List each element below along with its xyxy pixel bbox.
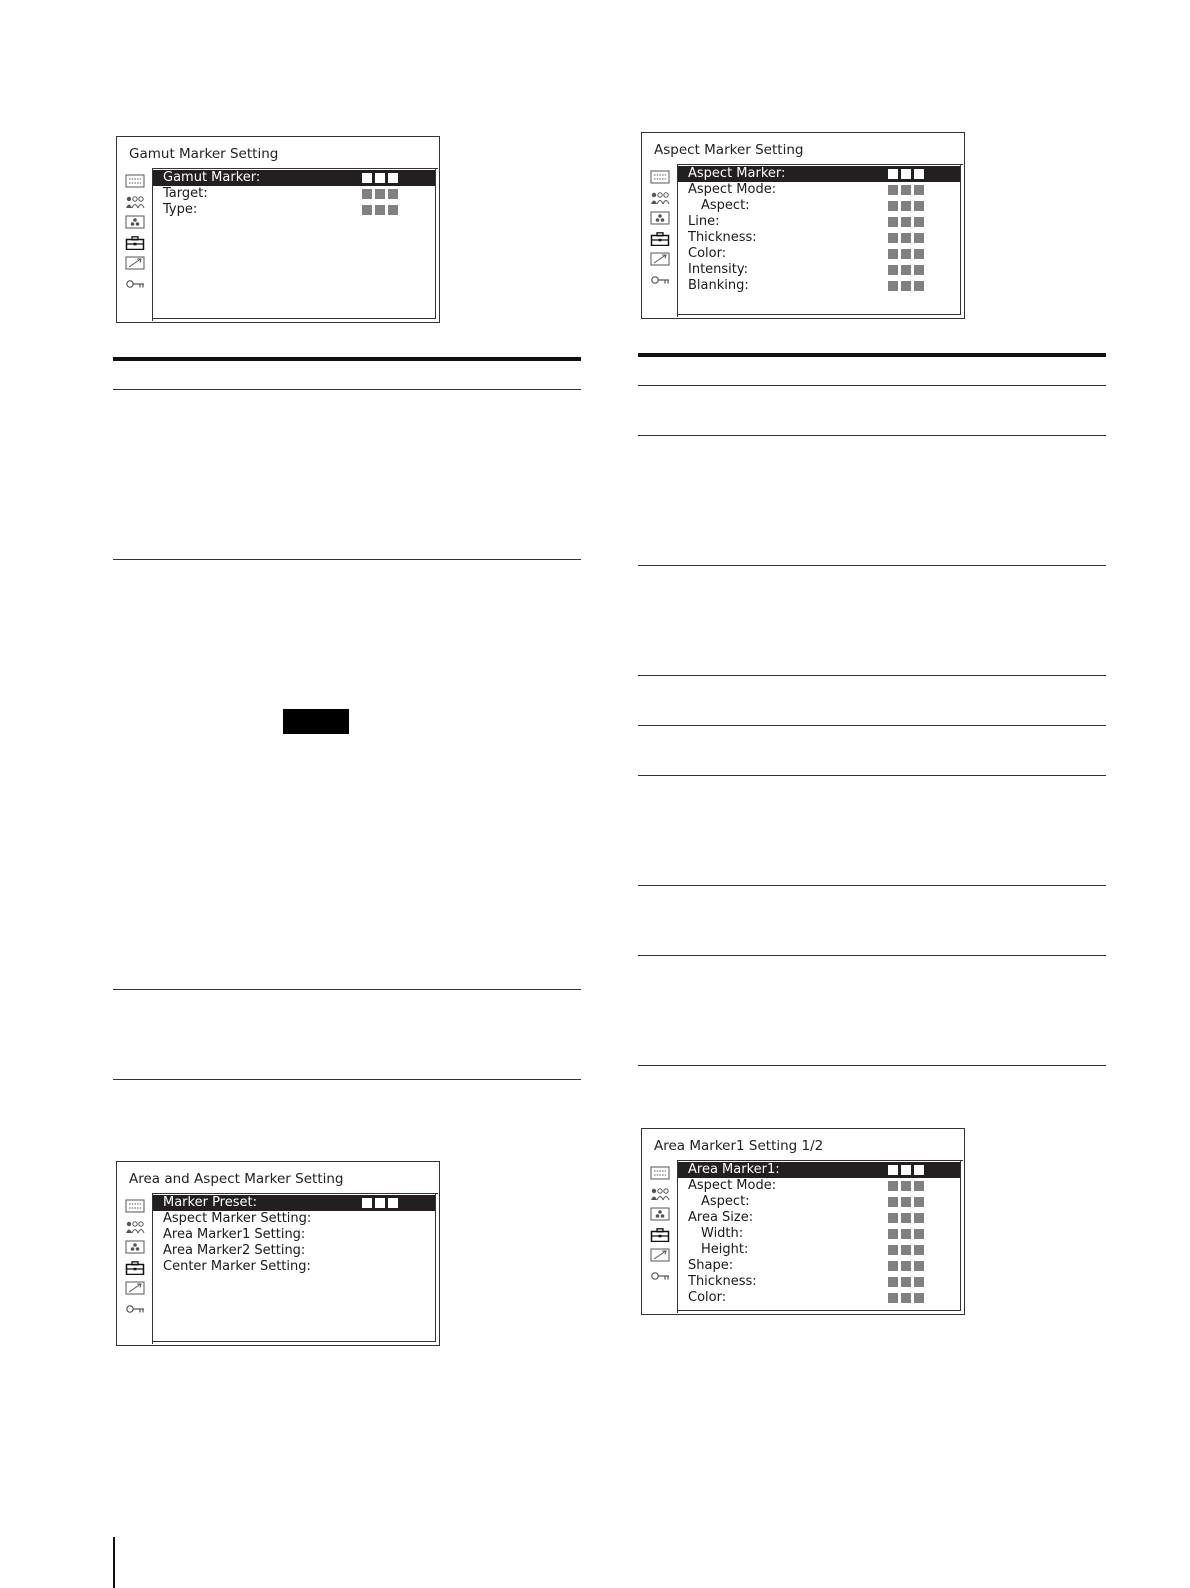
- menu-row[interactable]: [678, 1242, 960, 1258]
- menu-row[interactable]: [153, 1243, 435, 1259]
- menu-title: Area and Aspect Marker Setting: [129, 1171, 344, 1187]
- status-icon[interactable]: [125, 173, 145, 187]
- key-icon[interactable]: [125, 276, 145, 290]
- menu-row-label: Shape:: [688, 1258, 734, 1273]
- menu-row[interactable]: [153, 1195, 435, 1211]
- value-placeholder: [362, 1198, 398, 1208]
- menu-row-label: Target:: [163, 186, 208, 201]
- table-rule: [638, 775, 1106, 776]
- value-placeholder: [888, 1293, 924, 1303]
- status-icon[interactable]: [650, 169, 670, 183]
- menu-row[interactable]: [153, 186, 435, 202]
- key-icon[interactable]: [650, 272, 670, 286]
- menu-row[interactable]: [678, 182, 960, 198]
- toolbox-icon[interactable]: [650, 1227, 670, 1241]
- color-icon[interactable]: [650, 1206, 670, 1220]
- menu-sidebar: [650, 169, 670, 292]
- menu-row-label: Aspect Marker Setting:: [163, 1211, 312, 1226]
- menu-title: Aspect Marker Setting: [654, 142, 804, 158]
- menu-row[interactable]: [678, 246, 960, 262]
- color-icon[interactable]: [650, 210, 670, 224]
- menu-panel: [677, 164, 963, 317]
- value-placeholder: [362, 189, 398, 199]
- value-placeholder: [888, 169, 924, 179]
- table-rule: [638, 675, 1106, 676]
- table-rule: [638, 1065, 1106, 1066]
- menu-row[interactable]: [153, 1259, 435, 1275]
- value-placeholder: [362, 205, 398, 215]
- value-placeholder: [888, 1197, 924, 1207]
- value-placeholder: [888, 1181, 924, 1191]
- value-placeholder: [888, 1277, 924, 1287]
- menu-row-label: Area Size:: [688, 1210, 754, 1225]
- table-rule: [113, 389, 581, 390]
- table-rule: [113, 1079, 581, 1080]
- table-rule: [113, 989, 581, 990]
- menu-row-label: Gamut Marker:: [163, 170, 261, 185]
- value-placeholder: [888, 265, 924, 275]
- menu-row-label: Aspect Marker:: [688, 166, 786, 181]
- menu-row[interactable]: [153, 1211, 435, 1227]
- menu-row[interactable]: [678, 166, 960, 182]
- menu-row[interactable]: [678, 1178, 960, 1194]
- key-icon[interactable]: [650, 1268, 670, 1282]
- menu-row[interactable]: [153, 170, 435, 186]
- menu-row[interactable]: [678, 230, 960, 246]
- menu-row-label: Width:: [701, 1226, 744, 1241]
- menu-row[interactable]: [678, 1290, 960, 1306]
- menu-row-label: Thickness:: [688, 1274, 757, 1289]
- menu-row-label: Color:: [688, 246, 727, 261]
- menu-row-label: Aspect:: [701, 198, 750, 213]
- note-badge: [283, 709, 349, 734]
- menu-row[interactable]: [678, 278, 960, 294]
- menu-panel: [152, 168, 438, 321]
- value-placeholder: [888, 1245, 924, 1255]
- table-rule: [113, 559, 581, 560]
- table-rule: [638, 885, 1106, 886]
- aspect-marker-setting-menu: [641, 132, 965, 319]
- menu-title: Area Marker1 Setting 1/2: [654, 1138, 824, 1154]
- value-placeholder: [888, 217, 924, 227]
- menu-row-label: Intensity:: [688, 262, 749, 277]
- value-placeholder: [888, 1213, 924, 1223]
- area-aspect-marker-setting-menu: [116, 1161, 440, 1346]
- menu-row-label: Center Marker Setting:: [163, 1259, 311, 1274]
- toolbox-icon[interactable]: [650, 231, 670, 245]
- menu-row-label: Blanking:: [688, 278, 749, 293]
- menu-sidebar: [125, 1198, 145, 1321]
- table-rule: [638, 385, 1106, 386]
- color-icon[interactable]: [125, 1239, 145, 1253]
- users-icon[interactable]: [125, 1219, 145, 1233]
- value-placeholder: [362, 173, 398, 183]
- menu-row-label: Line:: [688, 214, 720, 229]
- table-top-rule: [113, 357, 581, 361]
- color-icon[interactable]: [125, 214, 145, 228]
- value-placeholder: [888, 201, 924, 211]
- menu-row-label: Type:: [163, 202, 198, 217]
- graph-icon[interactable]: [650, 1247, 670, 1261]
- users-icon[interactable]: [650, 1186, 670, 1200]
- menu-row-label: Area Marker1 Setting:: [163, 1227, 306, 1242]
- status-icon[interactable]: [125, 1198, 145, 1212]
- menu-row-label: Color:: [688, 1290, 727, 1305]
- menu-row-label: Area Marker2 Setting:: [163, 1243, 306, 1258]
- menu-row[interactable]: [678, 1194, 960, 1210]
- users-icon[interactable]: [125, 194, 145, 208]
- value-placeholder: [888, 249, 924, 259]
- menu-row[interactable]: [678, 1210, 960, 1226]
- table-rule: [638, 955, 1106, 956]
- menu-row[interactable]: [678, 1258, 960, 1274]
- table-rule: [638, 435, 1106, 436]
- menu-row-label: Aspect:: [701, 1194, 750, 1209]
- menu-row-label: Area Marker1:: [688, 1162, 780, 1177]
- menu-row[interactable]: [678, 262, 960, 278]
- menu-row[interactable]: [153, 1227, 435, 1243]
- menu-row-label: Height:: [701, 1242, 749, 1257]
- graph-icon[interactable]: [125, 1280, 145, 1294]
- menu-row[interactable]: [678, 1226, 960, 1242]
- value-placeholder: [888, 1229, 924, 1239]
- toolbox-icon[interactable]: [125, 235, 145, 249]
- value-placeholder: [888, 185, 924, 195]
- menu-title: Gamut Marker Setting: [129, 146, 279, 162]
- toolbox-icon[interactable]: [125, 1260, 145, 1274]
- menu-row[interactable]: [678, 1162, 960, 1178]
- table-rule: [638, 725, 1106, 726]
- menu-row[interactable]: [678, 214, 960, 230]
- value-placeholder: [888, 1261, 924, 1271]
- key-icon[interactable]: [125, 1301, 145, 1315]
- status-icon[interactable]: [650, 1165, 670, 1179]
- menu-row[interactable]: [678, 1274, 960, 1290]
- table-top-rule: [638, 353, 1106, 357]
- menu-sidebar: [125, 173, 145, 296]
- menu-panel: [677, 1160, 963, 1313]
- page-margin-line: [113, 1537, 115, 1588]
- table-rule: [638, 565, 1106, 566]
- value-placeholder: [888, 233, 924, 243]
- menu-row[interactable]: [153, 202, 435, 218]
- menu-row[interactable]: [678, 198, 960, 214]
- menu-sidebar: [650, 1165, 670, 1288]
- menu-row-label: Thickness:: [688, 230, 757, 245]
- graph-icon[interactable]: [650, 251, 670, 265]
- graph-icon[interactable]: [125, 255, 145, 269]
- gamut-marker-setting-menu: [116, 136, 440, 323]
- value-placeholder: [888, 281, 924, 291]
- menu-row-label: Aspect Mode:: [688, 182, 777, 197]
- menu-row-label: Aspect Mode:: [688, 1178, 777, 1193]
- value-placeholder: [888, 1165, 924, 1175]
- menu-panel: [152, 1193, 438, 1344]
- users-icon[interactable]: [650, 190, 670, 204]
- area-marker1-setting-menu: [641, 1128, 965, 1315]
- menu-row-label: Marker Preset:: [163, 1195, 257, 1210]
